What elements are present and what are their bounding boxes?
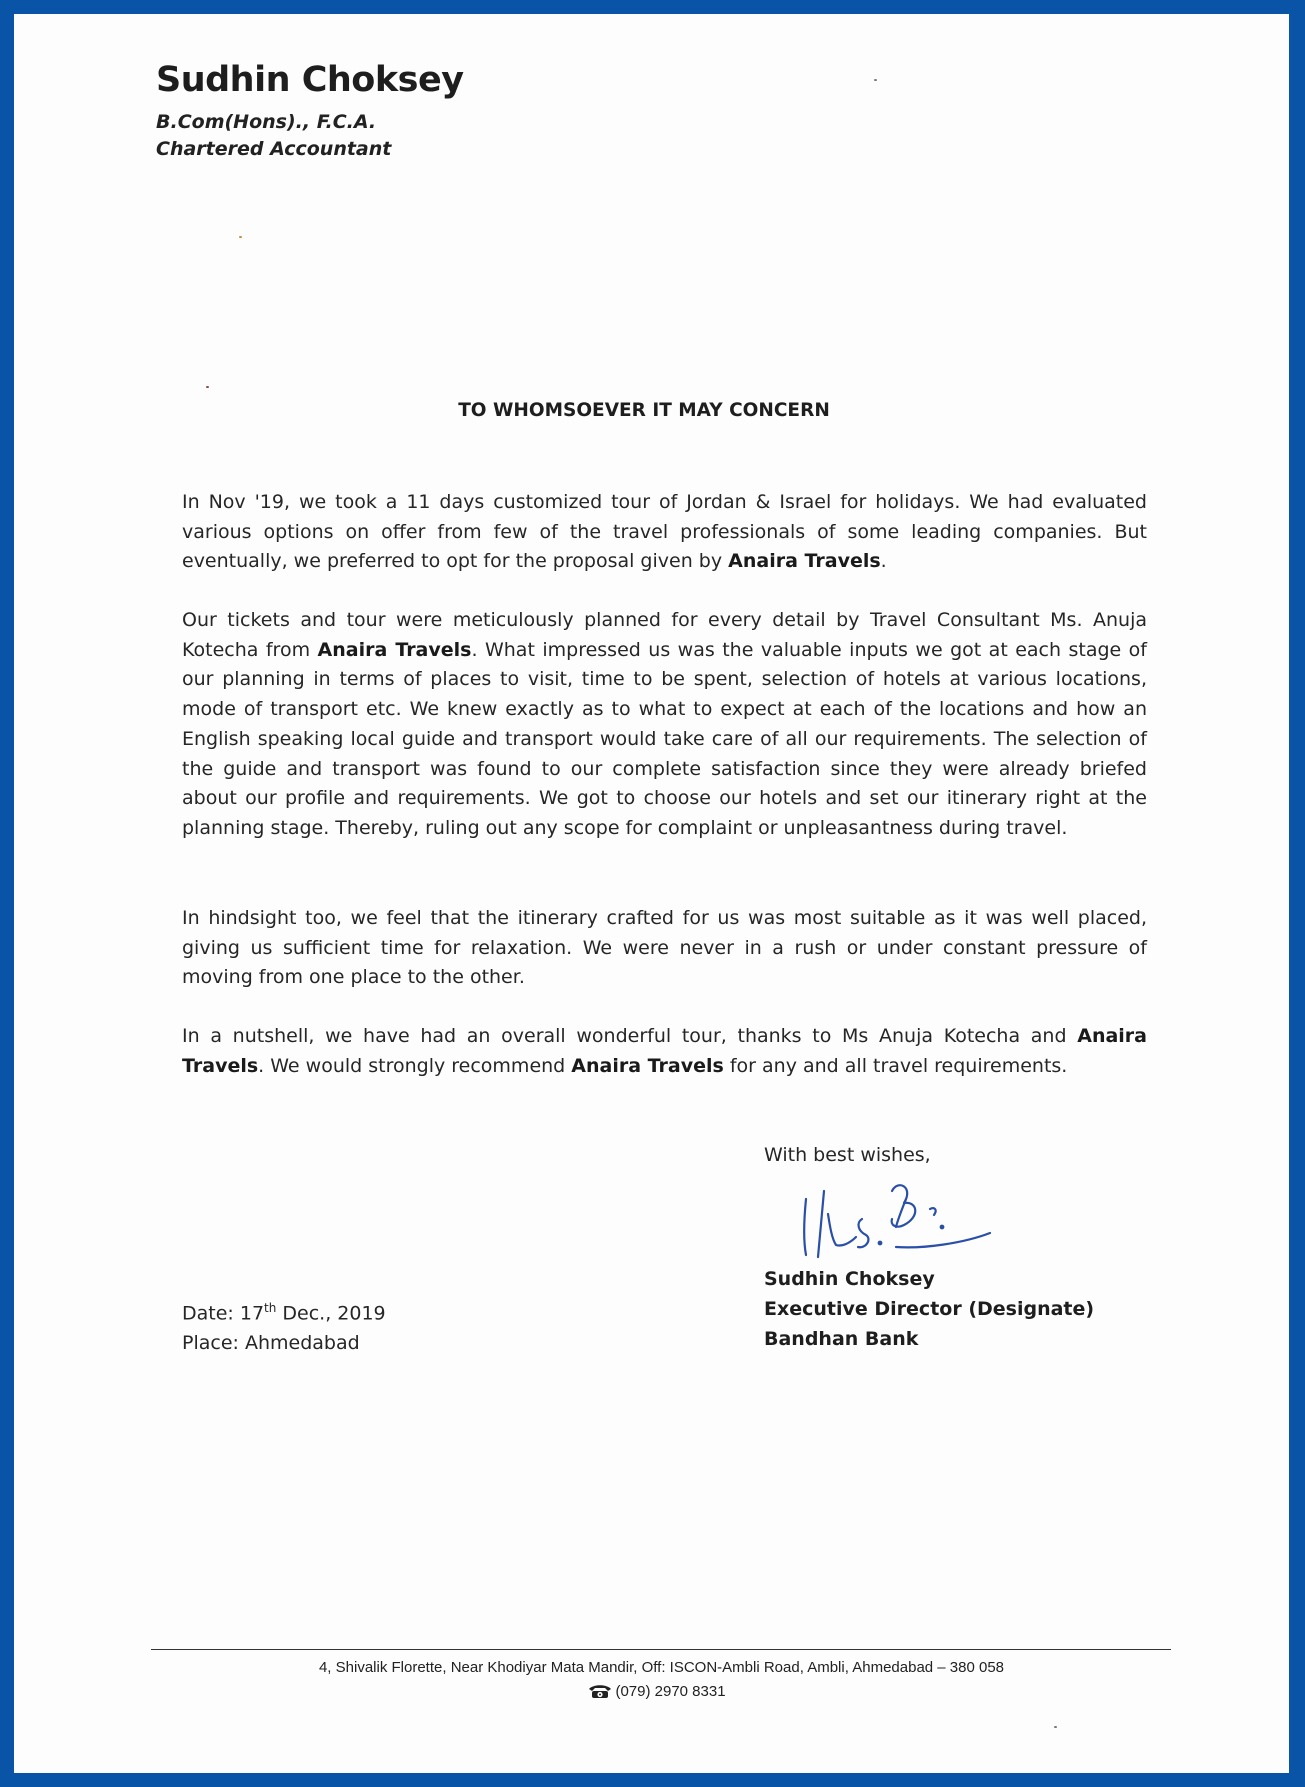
paragraph-text-run: . What impressed us was the valuable inputs we got at each stage of our planning in terms of places to visit, time to be spent, selection of hotels at various locations, mode of transport etc. We knew exactly as to what to expect at each of the locations and how an English speaking local guide and transport would take care of all our requirements. The selection of the guide and transport was found to our complete satisfaction since they were already briefed about our profile and requirements. We got to choose our hotels and set our itinerary right at the planning stage. Thereby, ruling out any scope for complaint or unpleasantness during travel.	[182, 638, 1147, 839]
letter-place: Place: Ahmedabad	[182, 1332, 360, 1355]
closing-salutation: With best wishes,	[764, 1144, 931, 1166]
footer-divider	[151, 1649, 1171, 1650]
telephone-icon	[587, 1683, 613, 1703]
letter-date	[182, 1293, 386, 1328]
signatory-title: Executive Director (Designate)	[764, 1298, 1095, 1320]
signatory-organization: Bandhan Bank	[764, 1328, 919, 1350]
scan-speck	[874, 79, 877, 81]
signatory-name: Sudhin Choksey	[764, 1268, 935, 1290]
date-rest: Dec., 2019	[276, 1302, 386, 1325]
body-paragraph-3	[182, 904, 1147, 993]
date-label: Date:	[182, 1302, 240, 1325]
body-paragraph-1	[182, 488, 1147, 577]
date-day: 17	[239, 1302, 265, 1325]
scan-speck	[1054, 1726, 1057, 1728]
letter-heading: TO WHOMSOEVER IT MAY CONCERN	[458, 400, 830, 421]
paragraph-text-run: for any and all travel requirements.	[723, 1054, 1068, 1077]
scan-speck	[239, 236, 242, 238]
footer-phone-number: (079) 2970 8331	[615, 1683, 726, 1700]
letterhead-qualifications: B.Com(Hons)., F.C.A.	[156, 111, 377, 133]
letter-page	[14, 14, 1289, 1773]
company-name-bold: Anaira Travels	[728, 550, 881, 573]
paragraph-text-run: .	[880, 550, 887, 573]
paragraph-text-run: In a nutshell, we have had an overall wonderful tour, thanks to Ms Anuja Kotecha and	[182, 1025, 1078, 1047]
company-name-bold: Anaira Travels	[317, 638, 472, 661]
footer-phone	[14, 1683, 1299, 1703]
body-paragraph-4	[182, 1022, 1147, 1081]
body-paragraph-2	[182, 606, 1147, 844]
handwritten-signature	[794, 1169, 1014, 1269]
paragraph-text-run: Our tickets and tour were meticulously planned for every detail by Travel Consultant Ms. Anuja Kotecha from	[182, 609, 1147, 661]
signatory-block	[764, 1264, 1094, 1354]
date-place-block	[182, 1293, 386, 1358]
footer-address: 4, Shivalik Florette, Near Khodiyar Mata Mandir, Off: ISCON-Ambli Road, Ambli, Ahmedabad – 380 058	[318, 1659, 1005, 1676]
letterhead-designation: Chartered Accountant	[156, 138, 392, 160]
company-name-bold: Anaira Travels	[571, 1054, 724, 1077]
paragraph-text-run: In hindsight too, we feel that the itinerary crafted for us was most suitable as it was well placed, giving us sufficient time for relaxation. We were never in a rush or under constant pressure of moving from one place to the other.	[182, 907, 1147, 989]
company-name-bold: Anaira Travels	[182, 1025, 1147, 1077]
paragraph-text-run: . We would strongly recommend	[258, 1054, 572, 1077]
letterhead-name: Sudhin Choksey	[156, 60, 464, 100]
scan-speck	[206, 386, 209, 388]
paragraph-text-run: In Nov '19, we took a 11 days customized tour of Jordan & Israel for holidays. We had evaluated various options on offer from few of the travel professionals of some leading companies. But eventually, we preferred to opt for the proposal given by	[182, 491, 1147, 573]
date-ordinal-suffix: th	[264, 1301, 277, 1315]
